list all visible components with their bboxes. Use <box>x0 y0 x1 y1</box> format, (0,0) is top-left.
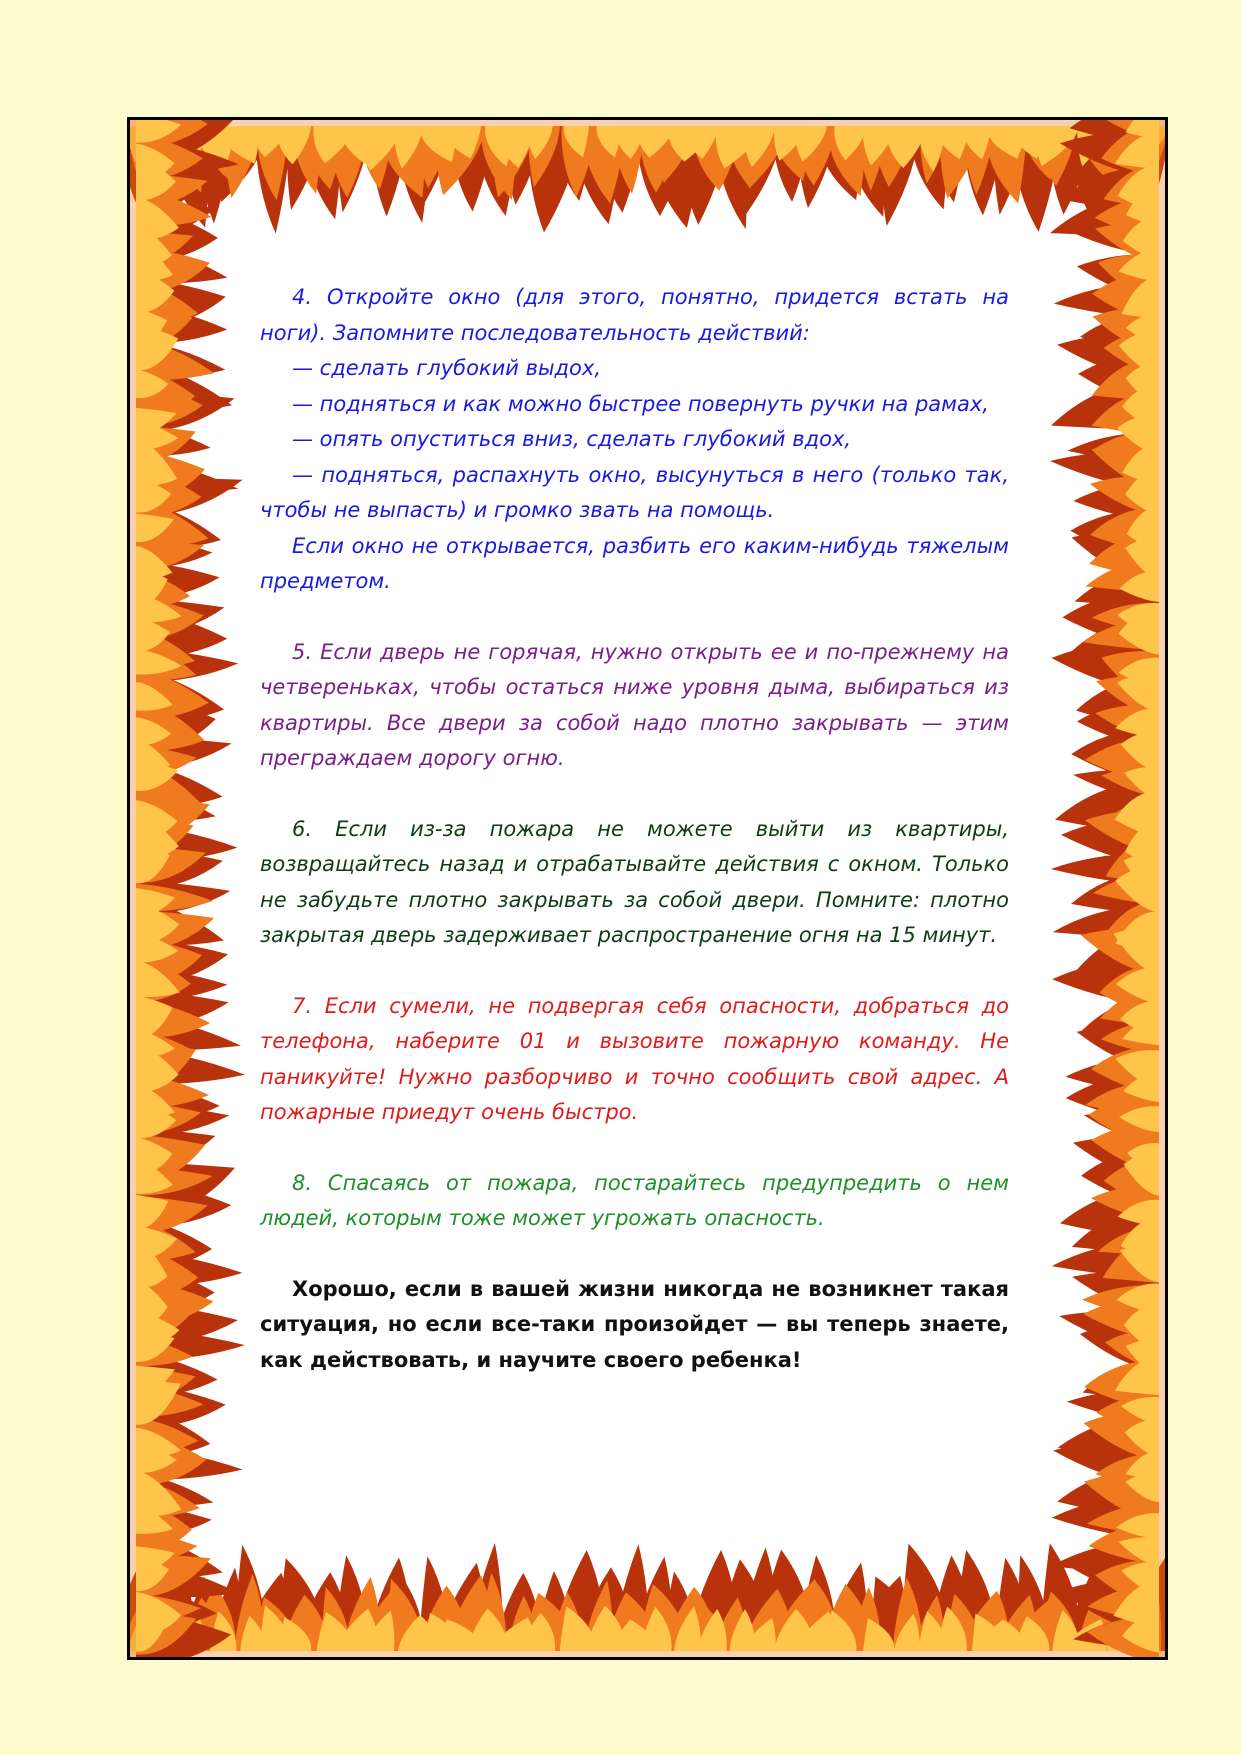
paragraph-open-window <box>260 280 1009 600</box>
flame-border-bottom <box>130 1543 1165 1657</box>
paragraph-5-text: 5. Если дверь не горячая, нужно открыть ее и по-прежнему на четвереньках, чтобы остаться ниже уровня дыма, выбираться из квартиры. Все двери за собой надо плотно закрывать — этим преграждаем дорогу огню. <box>260 639 1009 770</box>
paragraph-6-text: 6. Если из-за пожара не можете выйти из квартиры, возвращайтесь назад и отрабатывайте действия с окном. Только не забудьте плотно закрывать за собой двери. Помните: плотно закрытая дверь задерживает распространение огня на 15 минут. <box>260 816 1009 947</box>
paragraph-4-line-5: — подняться, распахнуть окно, высунуться в него (только так, чтобы не выпасть) и громко звать на помощь. <box>260 462 1009 522</box>
paragraph-4-line-6: Если окно не открывается, разбить его каким-нибудь тяжелым предметом. <box>260 533 1009 593</box>
paragraph-conclusion <box>260 1272 1009 1379</box>
paragraph-warn-people <box>260 1166 1009 1237</box>
paragraph-4-line-1: 4. Откройте окно (для этого, понятно, придется встать на ноги). Запомните последовательность действий: <box>260 285 1009 345</box>
document-body <box>260 280 1009 1413</box>
paragraph-8-text: 8. Спасаясь от пожара, постарайтесь предупредить о нем людей, которым тоже может угрожать опасность. <box>260 1170 1009 1230</box>
paragraph-4-line-4: — опять опуститься вниз, сделать глубокий вдох, <box>292 427 852 451</box>
paragraph-7-text: 7. Если сумели, не подвергая себя опасности, добраться до телефона, наберите 01 и вызовите пожарную команду. Не паникуйте! Нужно разборчиво и точно сообщить свой адрес. А пожарные приедут очень быстро. <box>260 993 1009 1124</box>
flame-border-right <box>1050 120 1165 1657</box>
conclusion-text: Хорошо, если в вашей жизни никогда не возникнет такая ситуация, но если все-таки произойдет — вы теперь знаете, как действовать, и научите своего ребенка! <box>260 1276 1009 1372</box>
paragraph-4-line-3: — подняться и как можно быстрее повернуть ручки на рамах, <box>292 391 989 416</box>
paragraph-door-exit <box>260 635 1009 777</box>
paragraph-4-line-2: — сделать глубокий выдох, <box>292 356 602 380</box>
flame-border-left <box>130 120 245 1657</box>
document-sheet <box>127 117 1168 1660</box>
paragraph-call-firefighters <box>260 989 1009 1131</box>
flame-border-top <box>130 120 1165 234</box>
paragraph-return-window <box>260 812 1009 954</box>
